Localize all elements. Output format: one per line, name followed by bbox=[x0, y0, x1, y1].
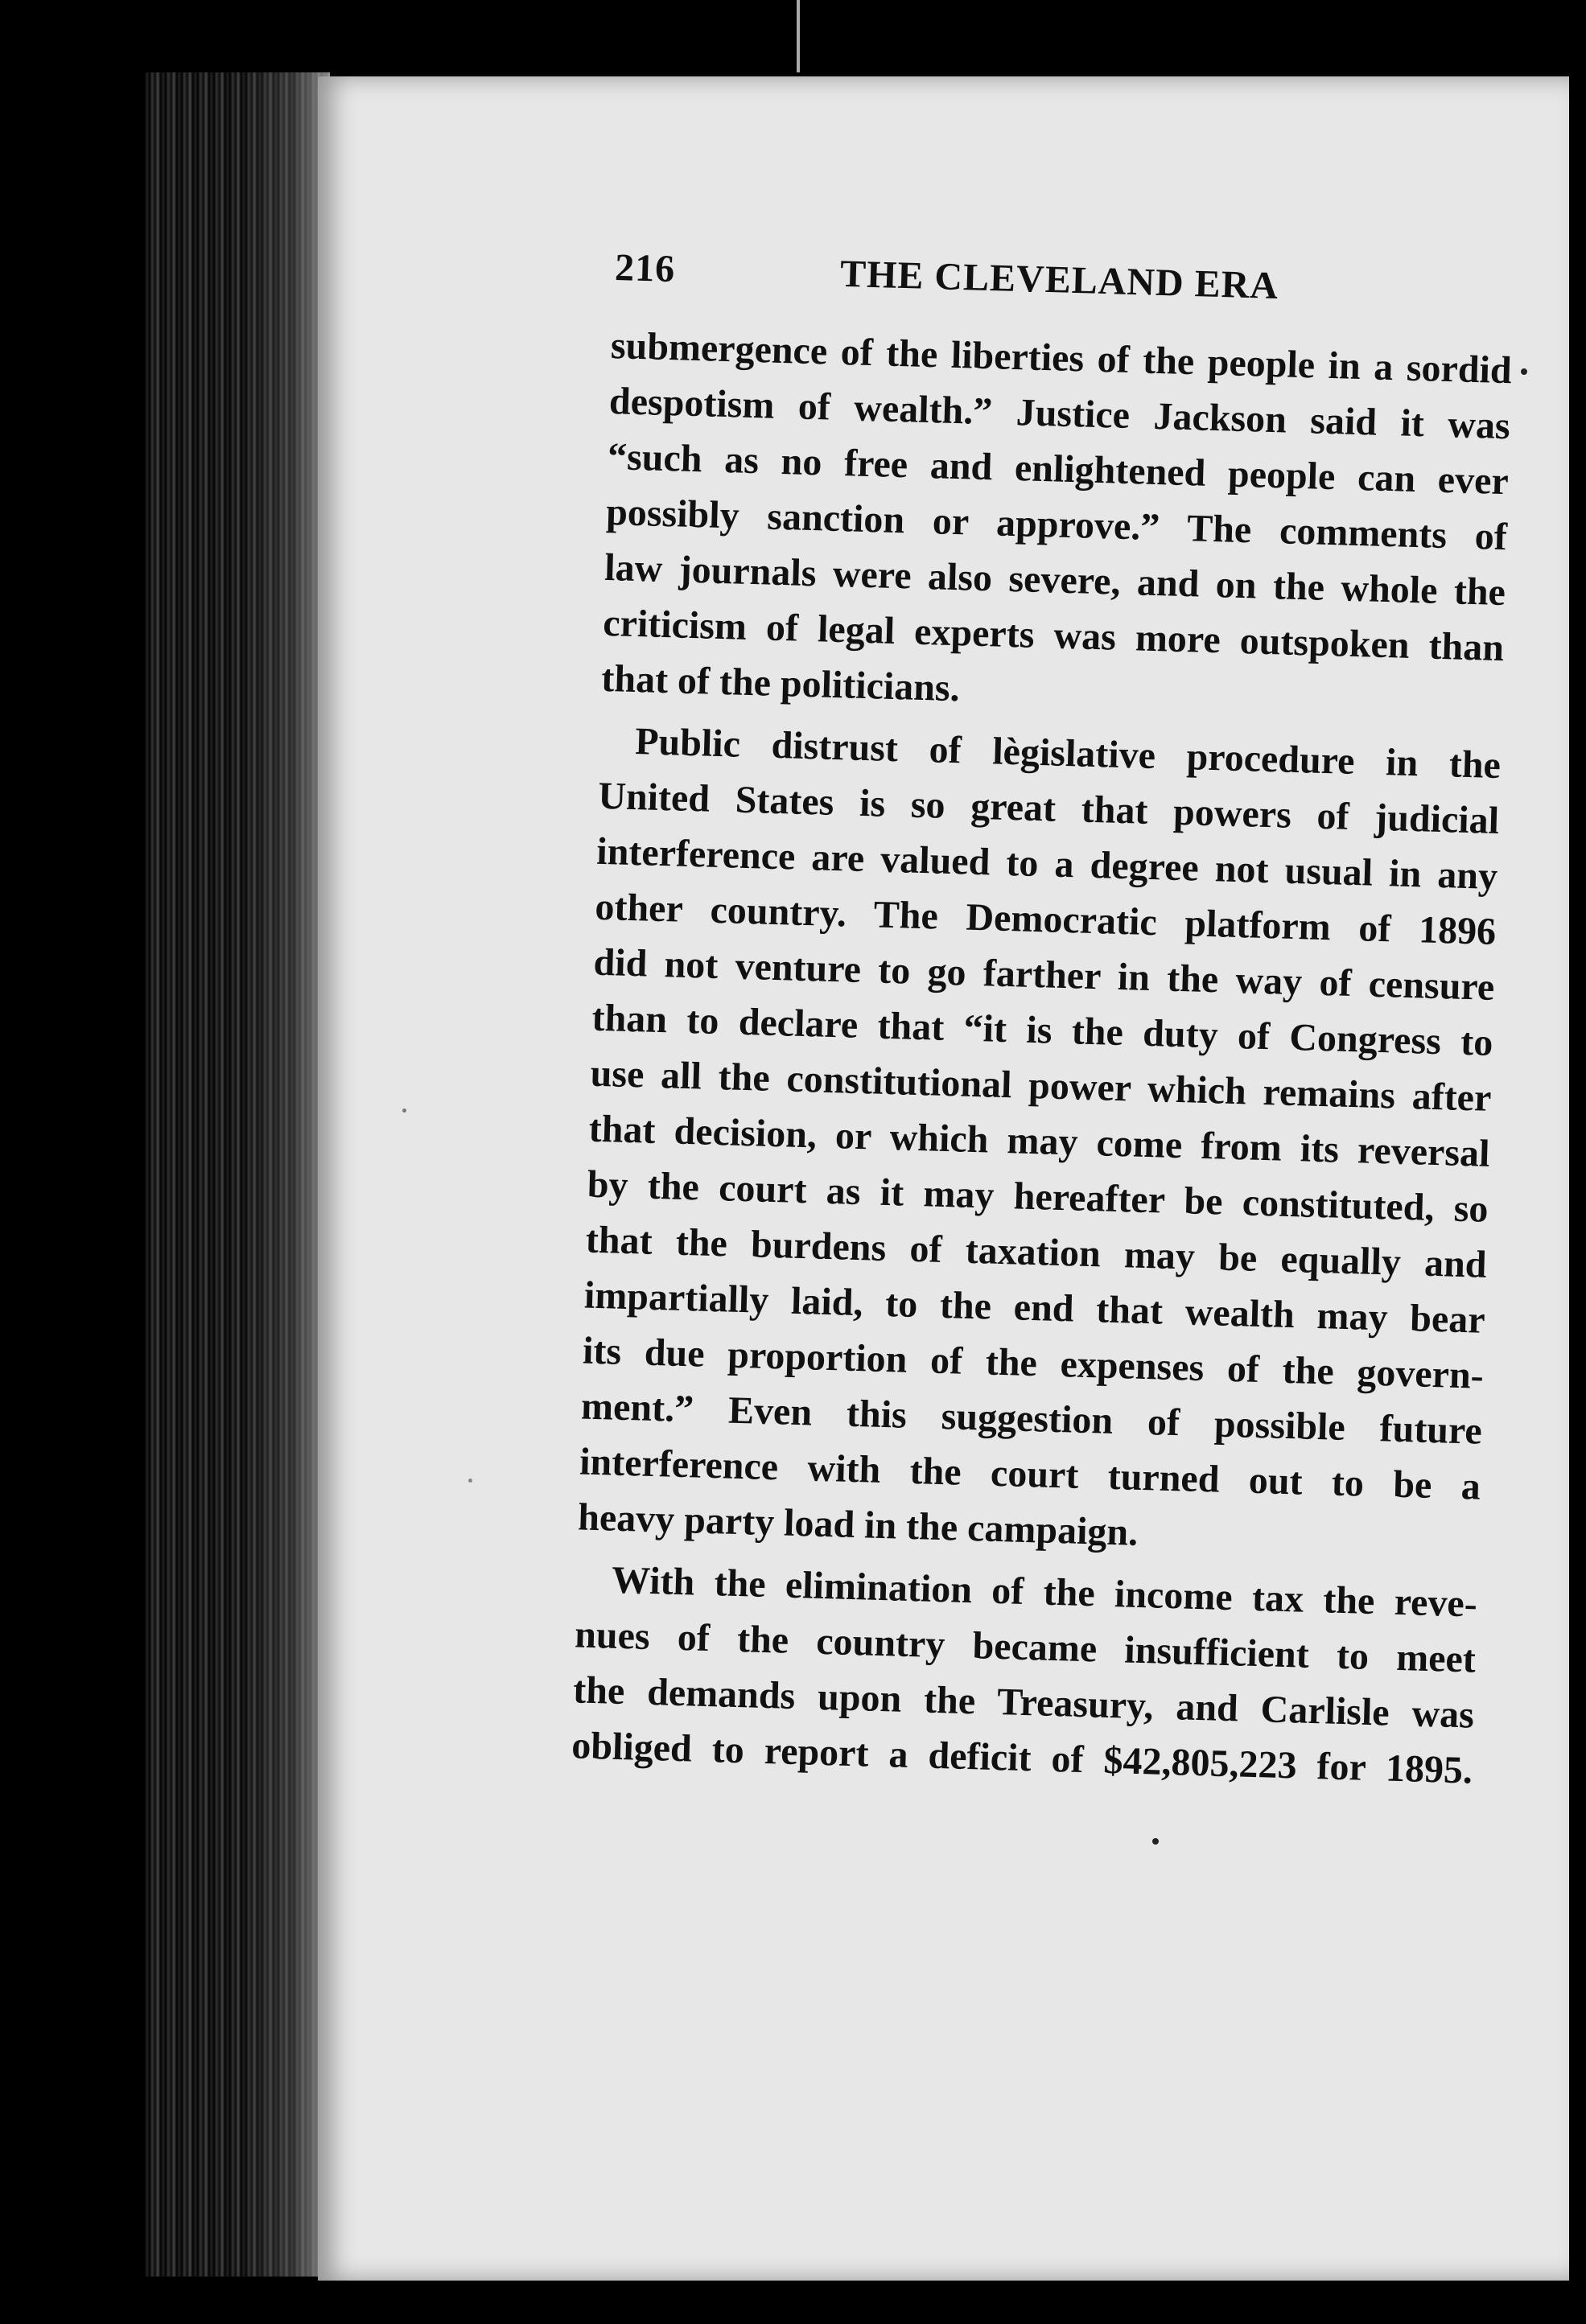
body-text bbox=[571, 318, 1512, 1805]
text-line: United States is so great that powers of judicial bbox=[597, 774, 1500, 843]
text-line: criticism of legal experts was more outspoken than bbox=[602, 601, 1505, 670]
page-number: 216 bbox=[614, 245, 676, 291]
text-line: the demands upon the Treasury, and Carlisle was bbox=[572, 1668, 1475, 1737]
paragraph-1 bbox=[601, 318, 1513, 731]
text-line: possibly sanction or approve.” The comments of bbox=[605, 490, 1508, 559]
text-line: impartially laid, to the end that wealth may bear bbox=[583, 1273, 1486, 1342]
page-edge-shadow bbox=[241, 72, 330, 2277]
text-line: that decision, or which may come from its reversal bbox=[588, 1107, 1491, 1175]
text-line: did not venture to go farther in the way of censure bbox=[592, 940, 1495, 1009]
text-line: its due proportion of the expenses of the govern- bbox=[582, 1329, 1485, 1397]
ink-speck bbox=[1521, 368, 1527, 375]
paragraph-3 bbox=[571, 1551, 1477, 1798]
text-line: submergence of the liberties of the people in a sordid bbox=[610, 323, 1513, 393]
text-line: that the burdens of taxation may be equally and bbox=[585, 1218, 1488, 1286]
text-line: “such as no free and enlightened people can ever bbox=[607, 434, 1510, 504]
text-line: other country. The Democratic platform of 1896 bbox=[594, 885, 1497, 953]
text-line: obliged to report a deficit of $42,805,223 for 1895. bbox=[571, 1724, 1473, 1792]
text-line: heavy party load in the campaign. bbox=[577, 1495, 1139, 1554]
text-line: that of the politicians. bbox=[600, 656, 961, 710]
text-line: interference with the court turned out to be a bbox=[579, 1440, 1481, 1508]
text-line: despotism of wealth.” Justice Jackson said it was bbox=[608, 379, 1511, 448]
text-line: interference are valued to a degree not usual in any bbox=[595, 829, 1498, 899]
ink-speck bbox=[1152, 1838, 1159, 1845]
text-line: law journals were also severe, and on the whole the bbox=[604, 545, 1506, 615]
page-title: THE CLEVELAND ERA bbox=[839, 252, 1279, 308]
text-line: by the court as it may hereafter be constituted, so bbox=[587, 1162, 1489, 1231]
ink-speck bbox=[402, 1109, 406, 1113]
ink-speck bbox=[468, 1479, 472, 1483]
text-line: With the elimination of the income tax the reve- bbox=[611, 1558, 1478, 1626]
text-line: nues of the country became insufficient to meet bbox=[574, 1613, 1477, 1681]
paragraph-2 bbox=[577, 713, 1501, 1570]
text-line: than to declare that “it is the duty of Congress to bbox=[591, 996, 1493, 1064]
text-line: ment.” Even this suggestion of possible future bbox=[580, 1384, 1483, 1453]
scan-artifact-mark bbox=[797, 0, 800, 72]
text-line: Public distrust of lègislative procedure in the bbox=[634, 720, 1502, 788]
text-line: use all the constitutional power which remains after bbox=[590, 1051, 1493, 1120]
